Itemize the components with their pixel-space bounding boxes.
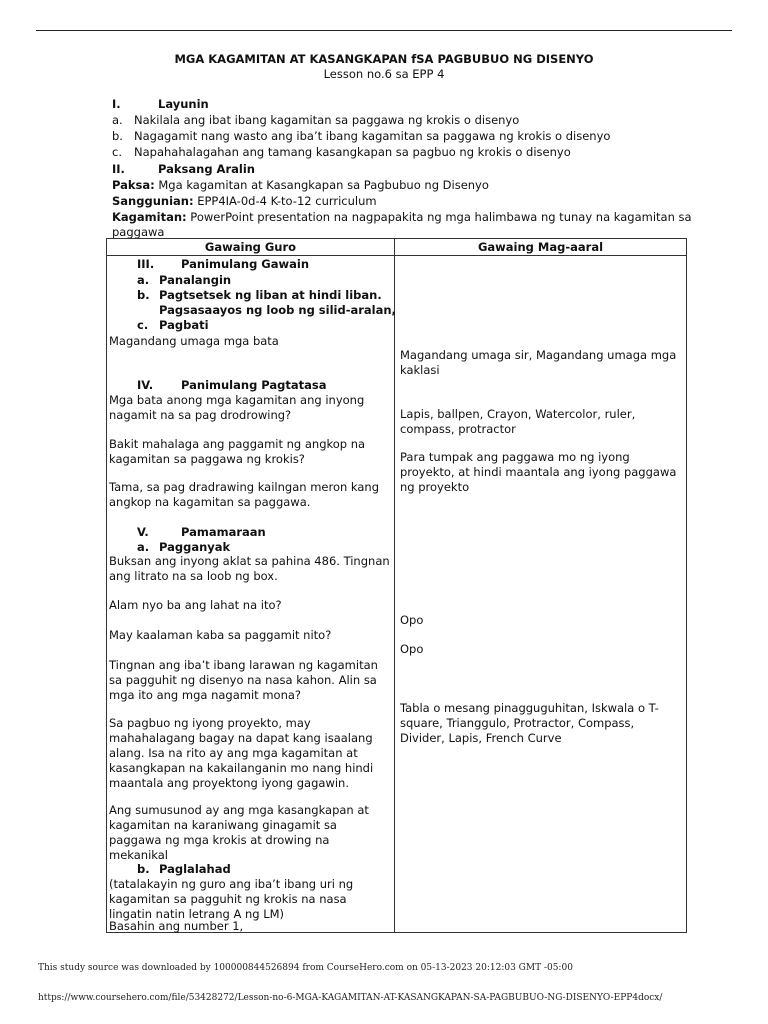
sanggunian-value: EPP4IA-0d-4 K-to-12 curriculum [193, 194, 377, 208]
document-title: MGA KAGAMITAN AT KASANGKAPAN fSA PAGBUBUO NG DISENYO [174, 52, 594, 66]
item-b-text-2: Pagsasaayos ng loob ng silid-aralan, [159, 303, 396, 317]
student-response-5: Opo [400, 642, 424, 656]
table-body-row [107, 256, 687, 933]
objective-a-text: Nakilala ang ibat ibang kagamitan sa paggawa ng krokis o disenyo [134, 113, 520, 127]
teacher-instruction-11: Basahin ang number 1, [109, 919, 244, 933]
student-response-3: Para tumpak ang paggawa mo ng iyong proyekto, at hindi maantala ang iyong paggawa ng proyekto [400, 450, 677, 494]
paksa-value: Mga kagamitan at Kasangkapan sa Pagbubuo ng Disenyo [154, 178, 489, 192]
paglalahad-letter: b. [137, 862, 150, 876]
kagamitan-label: Kagamitan: [112, 210, 187, 224]
student-column [395, 256, 687, 933]
header-gawaing-mag-aaral: Gawaing Mag-aaral [395, 239, 687, 256]
sanggunian-line [112, 193, 377, 209]
objective-b-letter: b. [112, 129, 123, 143]
section-4-title: Panimulang Pagtatasa [181, 378, 327, 392]
pagganyak-title: Pagganyak [159, 540, 231, 554]
section-1-heading: Layunin [158, 97, 209, 111]
section-2-heading: Paksang Aralin [158, 162, 255, 176]
item-b-letter: b. [137, 288, 150, 302]
teacher-question-5: Alam nyo ba ang lahat na ito? [109, 598, 282, 612]
teacher-question-6: May kaalaman kaba sa paggamit nito? [109, 628, 332, 642]
table-header-row [107, 239, 687, 256]
item-b-text-1: Pagtsetsek ng liban at hindi liban. [159, 288, 382, 302]
item-c-text: Pagbati [159, 318, 209, 332]
paglalahad-title: Paglalahad [159, 862, 231, 876]
teacher-statement-8: Sa pagbuo ng iyong proyekto, may mahahalagang bagay na dapat kang isaalang alang. Isa na rito ay ang mga kagamitan at kasangkapan na kakailanganin mo nang hindi maantala ang proyektong iyong gagawin. [109, 716, 374, 790]
teacher-question-1: Mga bata anong mga kagamitan ang inyong nagamit na sa pag drodrowing? [109, 393, 365, 422]
section-3-title: Panimulang Gawain [181, 257, 310, 271]
teacher-note-10: (tatalakayin ng guro ang iba’t ibang uri ng kagamitan sa pagguhit ng krokis na nasa lingatin natin letrang A ng LM) [109, 877, 354, 921]
teacher-statement-3: Tama, sa pag dradrawing kailngan meron kang angkop na kagamitan sa paggawa. [109, 480, 380, 509]
section-4-number: IV. [137, 378, 154, 392]
student-response-4: Opo [400, 613, 424, 627]
teacher-statement-9: Ang sumusunod ay ang mga kasangkapan at kagamitan na karaniwang ginagamit sa paggawa ng mga krokis at drowing na mekanikal [109, 803, 369, 862]
teacher-question-7: Tingnan ang iba’t ibang larawan ng kagamitan sa pagguhit ng disenyo na nasa kahon. Alin sa mga ito ang mga nagamit mona? [109, 658, 378, 702]
sanggunian-label: Sanggunian: [112, 194, 194, 208]
item-c-letter: c. [137, 318, 149, 332]
teacher-column [107, 256, 395, 933]
objective-c-text: Napahahalagahan ang tamang kasangkapan sa pagbuo ng krokis o disenyo [134, 145, 571, 159]
kagamitan-value: PowerPoint presentation na nagpapakita ng mga halimbawa ng tunay na kagamitan sa [186, 210, 692, 224]
section-2-number: II. [112, 162, 125, 176]
objective-a-letter: a. [112, 113, 123, 127]
header-gawaing-guro: Gawaing Guro [107, 239, 395, 256]
section-5-title: Pamamaraan [181, 525, 266, 539]
teacher-instruction-4: Buksan ang inyong aklat sa pahina 486. Tingnan ang litrato na sa loob ng box. [109, 554, 390, 583]
download-notice: This study source was downloaded by 100000844526894 from CourseHero.com on 05-13-2023 20:12:03 GMT -05:00 [38, 963, 573, 973]
objective-b-text: Nagagamit nang wasto ang iba’t ibang kagamitan sa paggawa ng krokis o disenyo [134, 129, 611, 143]
activities-table [106, 238, 687, 933]
kagamitan-line-2: paggawa [112, 225, 165, 239]
document-subtitle: Lesson no.6 sa EPP 4 [323, 67, 445, 81]
source-url[interactable]: https://www.coursehero.com/file/53428272/Lesson-no-6-MGA-KAGAMITAN-AT-KASANGKAPAN-SA-PAGBUBUO-NG-DISENYO-EPP4docx/ [38, 993, 663, 1003]
pagganyak-letter: a. [137, 540, 150, 554]
item-a-letter: a. [137, 273, 150, 287]
student-response-6: Tabla o mesang pinagguguhitan, Iskwala o T-square, Trianggulo, Protractor, Compass, Divider, Lapis, French Curve [400, 701, 659, 745]
paksa-line [112, 177, 489, 193]
student-response-1: Magandang umaga sir, Magandang umaga mga kaklasi [400, 348, 677, 377]
section-1-number: I. [112, 97, 121, 111]
section-3-number: III. [137, 257, 155, 271]
section-5-number: V. [137, 525, 149, 539]
top-divider [36, 30, 732, 31]
item-a-text: Panalangin [159, 273, 232, 287]
objective-c-letter: c. [112, 145, 122, 159]
student-response-2: Lapis, ballpen, Crayon, Watercolor, ruler, compass, protractor [400, 407, 636, 436]
teacher-greeting: Magandang umaga mga bata [109, 334, 279, 348]
paksa-label: Paksa: [112, 178, 155, 192]
kagamitan-line [112, 209, 692, 225]
teacher-question-2: Bakit mahalaga ang paggamit ng angkop na kagamitan sa paggawa ng krokis? [109, 437, 366, 466]
